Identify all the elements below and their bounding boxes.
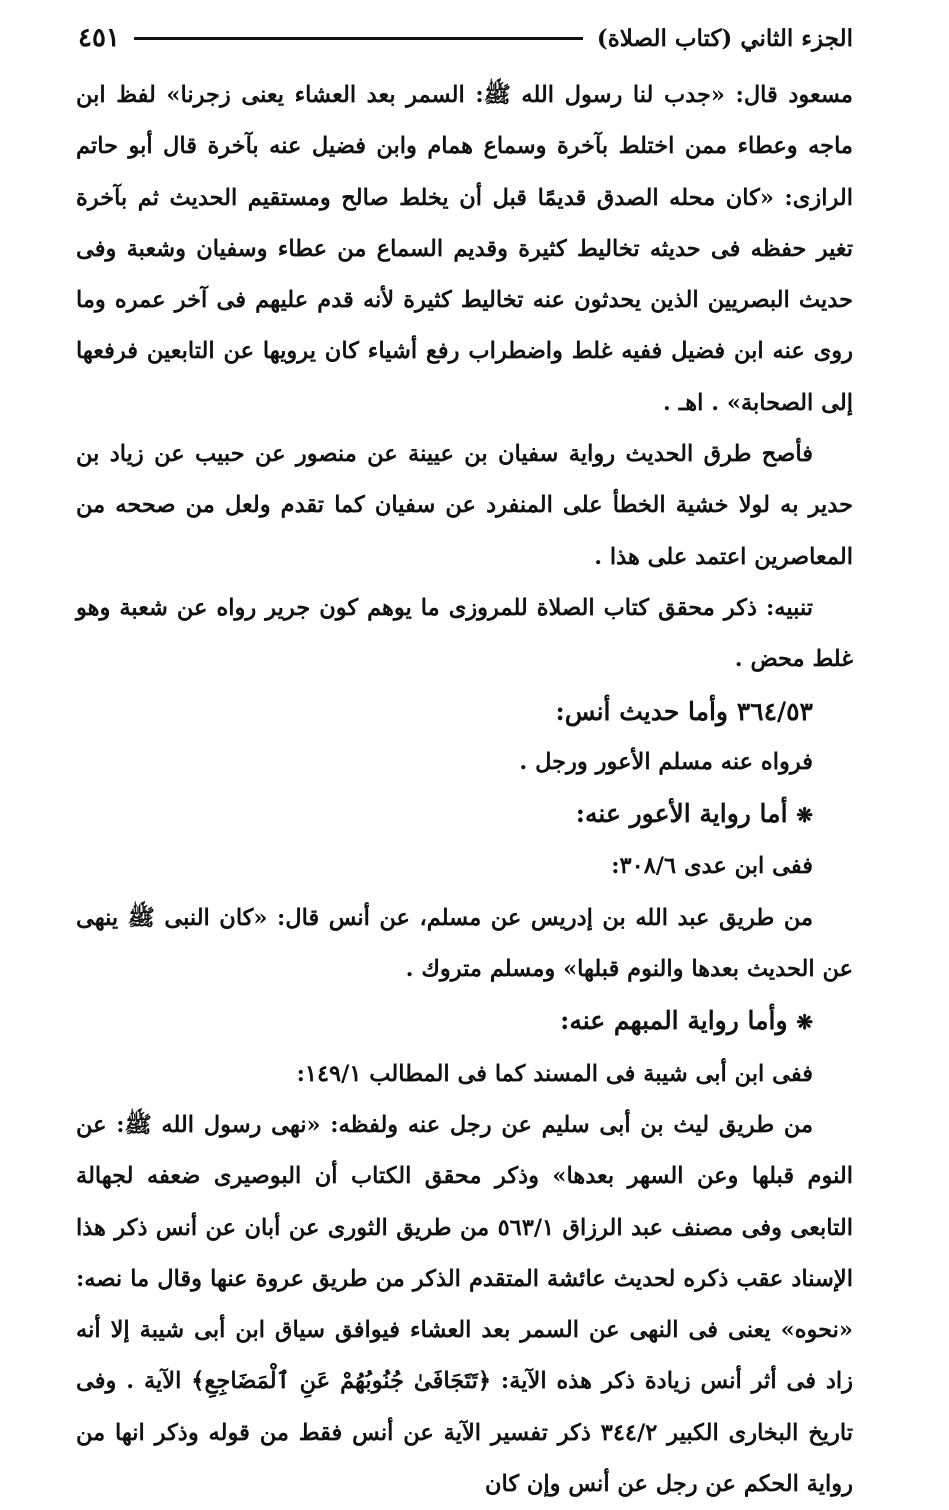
page-header	[78, 18, 853, 58]
subsection-heading-text: أما رواية الأعور عنه:	[575, 799, 788, 829]
subsection-heading	[76, 788, 853, 841]
star-ornament-icon: ❋	[796, 1010, 813, 1035]
subsection-heading-text: وأما رواية المبهم عنه:	[560, 1006, 788, 1036]
subsection-heading	[76, 995, 853, 1048]
section-heading: ٣٦٤/٥٣ وأما حديث أنس:	[555, 696, 813, 726]
paragraph: فرواه عنه مسلم الأعور ورجل .	[519, 748, 813, 775]
running-title: الجزء الثاني (كتاب الصلاة)	[596, 24, 853, 52]
paragraph: من طريق عبد الله بن إدريس عن مسلم، عن أنس قال: «كان النبى ﷺ ينهى عن الحديث بعدها والنوم قبلها» ومسلم متروك .	[76, 904, 853, 983]
source-reference: ففى ابن أبى شيبة فى المسند كما فى المطالب ١٤٩/١:	[296, 1060, 813, 1087]
source-reference: ففى ابن عدى ٣٠٨/٦:	[611, 853, 813, 880]
header-rule	[134, 37, 583, 40]
note-paragraph: تنبيه: ذكر محقق كتاب الصلاة للمروزى ما يوهم كون جرير رواه عن شعبة وهو غلط محض .	[76, 594, 853, 673]
paragraph: فأصح طرق الحديث رواية سفيان بن عيينة عن منصور عن حبيب عن زياد بن حدير به لولا خشية الخطأ على المنفرد عن سفيان كما تقدم ولعل من صححه من المعاصرين اعتمد على هذا .	[76, 441, 853, 570]
page-body	[76, 70, 853, 1510]
star-ornament-icon: ❋	[796, 803, 813, 828]
paragraph-continuation: مسعود قال: «جدب لنا رسول الله ﷺ: السمر بعد العشاء يعنى زجرنا» لفظ ابن ماجه وعطاء ممن اختلط بآخرة وسماع همام وابن فضيل عنه بآخرة قال أبو حاتم الرازى: «كان محله الصدق قديمًا قبل أن يخلط صالح ومستقيم الحديث ثم بآخرة تغير حفظه فى حديثه تخاليط كثيرة وقديم السماع من عطاء وسفيان وشعبة وفى حديث البصريين الذين يحدثون عنه تخاليط كثيرة لأنه قدم عليهم فى آخر عمره وما روى عنه ابن فضيل ففيه غلط واضطراب رفع أشياء كان يرويها عن التابعين فرفعها إلى الصحابة» . اهـ .	[76, 82, 853, 416]
page-number: ٤٥١	[78, 23, 120, 53]
paragraph: من طريق ليث بن أبى سليم عن رجل عنه ولفظه: «نهى رسول الله ﷺ: عن النوم قبلها وعن السهر بعدها» وذكر محقق الكتاب أن البوصيرى ضعفه لجهالة التابعى وفى مصنف عبد الرزاق ٥٦٣/١ من طريق الثورى عن أبان عن أنس ذكر هذا الإسناد عقب ذكره لحديث عائشة المتقدم الذكر من طريق عروة عنها وقال ما نصه: «نحوه» يعنى فى النهى عن السمر بعد العشاء فيوافق سياق ابن أبى شيبة إلا أنه زاد فى أثر أنس زيادة ذكر هذه الآية: ﴿تَتَجَافَىٰ جُنُوبُهُمْ عَنِ ٱلْمَضَاجِعِ﴾ الآية . وفى تاريخ البخارى الكبير ٣٤٤/٢ ذكر تفسير الآية عن أنس فقط من قوله وذكر انها من رواية الحكم عن رجل عن أنس وإن كان	[76, 1111, 853, 1498]
